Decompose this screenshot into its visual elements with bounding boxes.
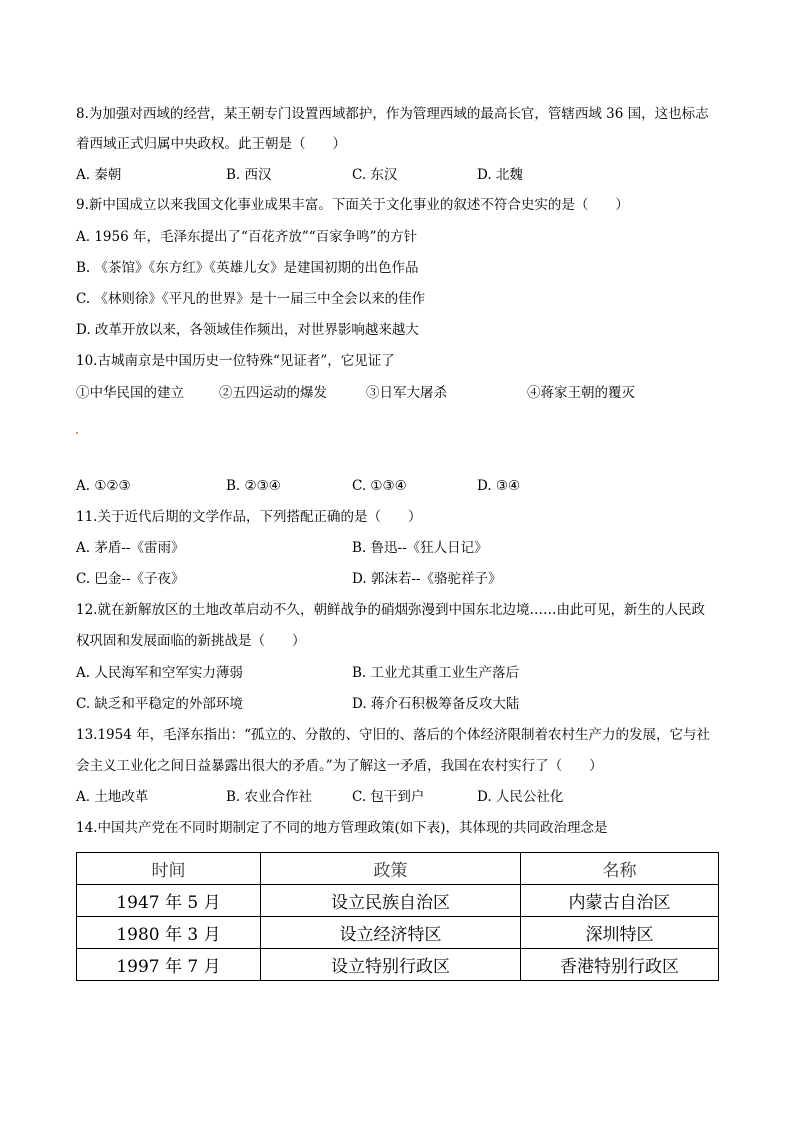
q8-option-a: A. 秦朝 bbox=[76, 167, 122, 183]
cell-policy: 设立民族自治区 bbox=[261, 885, 521, 917]
table-header-row bbox=[77, 853, 719, 885]
header-policy: 政策 bbox=[261, 853, 521, 885]
q12-option-d: D. 蒋介石积极筹备反攻大陆 bbox=[352, 696, 520, 712]
header-name: 名称 bbox=[521, 853, 719, 885]
q10-option-d: D. ③④ bbox=[477, 478, 521, 494]
q11-option-c: C. 巴金--《子夜》 bbox=[76, 571, 185, 587]
cell-time: 1980 年 3 月 bbox=[77, 917, 261, 949]
q10-option-a: A. ①②③ bbox=[76, 478, 131, 494]
q9-option-d: D. 改革开放以来，各领域佳作频出，对世界影响越来越大 bbox=[76, 322, 419, 338]
cell-name: 深圳特区 bbox=[521, 917, 719, 949]
q11-option-d: D. 郭沫若--《骆驼祥子》 bbox=[352, 571, 502, 587]
cell-policy: 设立特别行政区 bbox=[261, 949, 521, 981]
q12-stem-line1: 12.就在新解放区的土地改革启动不久，朝鲜战争的硝烟弥漫到中国东北边境……由此可见，新生的人民政 bbox=[76, 602, 705, 618]
q10-stem: 10.古城南京是中国历史一位特殊“见证者”，它见证了 bbox=[76, 353, 395, 369]
q12-stem-line2: 权巩固和发展面临的新挑战是（ ） bbox=[76, 633, 306, 649]
header-time: 时间 bbox=[77, 853, 261, 885]
q13-option-d: D. 人民公社化 bbox=[477, 789, 564, 805]
q10-item-4: ④蒋家王朝的覆灭 bbox=[527, 385, 635, 401]
policy-table bbox=[76, 852, 719, 981]
q9-stem: 9.新中国成立以来我国文化事业成果丰富。下面关于文化事业的叙述不符合史实的是（ ） bbox=[76, 197, 629, 213]
cell-time: 1947 年 5 月 bbox=[77, 885, 261, 917]
q9-option-a: A. 1956 年，毛泽东提出了“百花齐放”“百家争鸣”的方针 bbox=[76, 229, 418, 245]
q10-item-2: ②五四运动的爆发 bbox=[219, 385, 327, 401]
q8-option-b: B. 西汉 bbox=[226, 167, 272, 183]
q8-option-c: C. 东汉 bbox=[352, 167, 398, 183]
q11-option-b: B. 鲁迅--《狂人日记》 bbox=[352, 540, 488, 556]
q10-item-1: ①中华民国的建立 bbox=[76, 385, 184, 401]
q12-option-c: C. 缺乏和平稳定的外部环境 bbox=[76, 696, 243, 712]
q11-stem: 11.关于近代后期的文学作品，下列搭配正确的是（ ） bbox=[76, 509, 422, 525]
q12-option-b: B. 工业尤其重工业生产落后 bbox=[352, 665, 520, 681]
q14-stem: 14.中国共产党在不同时期制定了不同的地方管理政策(如下表)，其体现的共同政治理念是 bbox=[76, 820, 608, 836]
q13-option-b: B. 农业合作社 bbox=[226, 789, 313, 805]
q10-option-b: B. ②③④ bbox=[226, 478, 281, 494]
table-row bbox=[77, 885, 719, 917]
q10-item-3: ③日军大屠杀 bbox=[366, 385, 447, 401]
q8-option-d: D. 北魏 bbox=[477, 167, 523, 183]
q12-option-a: A. 人民海军和空军实力薄弱 bbox=[76, 665, 243, 681]
q13-stem-line1: 13.1954 年，毛泽东指出：“孤立的、分散的、守旧的、落后的个体经济限制着农村生产力的发展，它与社 bbox=[76, 727, 711, 743]
q8-stem-line1: 8.为加强对西域的经营，某王朝专门设置西域都护，作为管理西域的最高长官，管辖西域 36 国，这也标志 bbox=[76, 106, 709, 122]
stray-mark bbox=[76, 432, 78, 434]
q11-option-a: A. 茅盾--《雷雨》 bbox=[76, 540, 185, 556]
q9-option-c: C. 《林则徐》《平凡的世界》是十一届三中全会以来的佳作 bbox=[76, 291, 426, 307]
q9-option-b: B. 《茶馆》《东方红》《英雄儿女》是建国初期的出色作品 bbox=[76, 260, 419, 276]
q8-stem-line2: 着西域正式归属中央政权。此王朝是（ ） bbox=[76, 136, 346, 152]
table-row bbox=[77, 917, 719, 949]
cell-name: 内蒙古自治区 bbox=[521, 885, 719, 917]
cell-time: 1997 年 7 月 bbox=[77, 949, 261, 981]
q13-option-a: A. 土地改革 bbox=[76, 789, 149, 805]
q13-stem-line2: 会主义工业化之间日益暴露出很大的矛盾。”为了解这一矛盾，我国在农村实行了（ ） bbox=[76, 758, 603, 774]
q13-option-c: C. 包干到户 bbox=[352, 789, 425, 805]
cell-policy: 设立经济特区 bbox=[261, 917, 521, 949]
q10-option-c: C. ①③④ bbox=[352, 478, 407, 494]
cell-name: 香港特别行政区 bbox=[521, 949, 719, 981]
table-row bbox=[77, 949, 719, 981]
